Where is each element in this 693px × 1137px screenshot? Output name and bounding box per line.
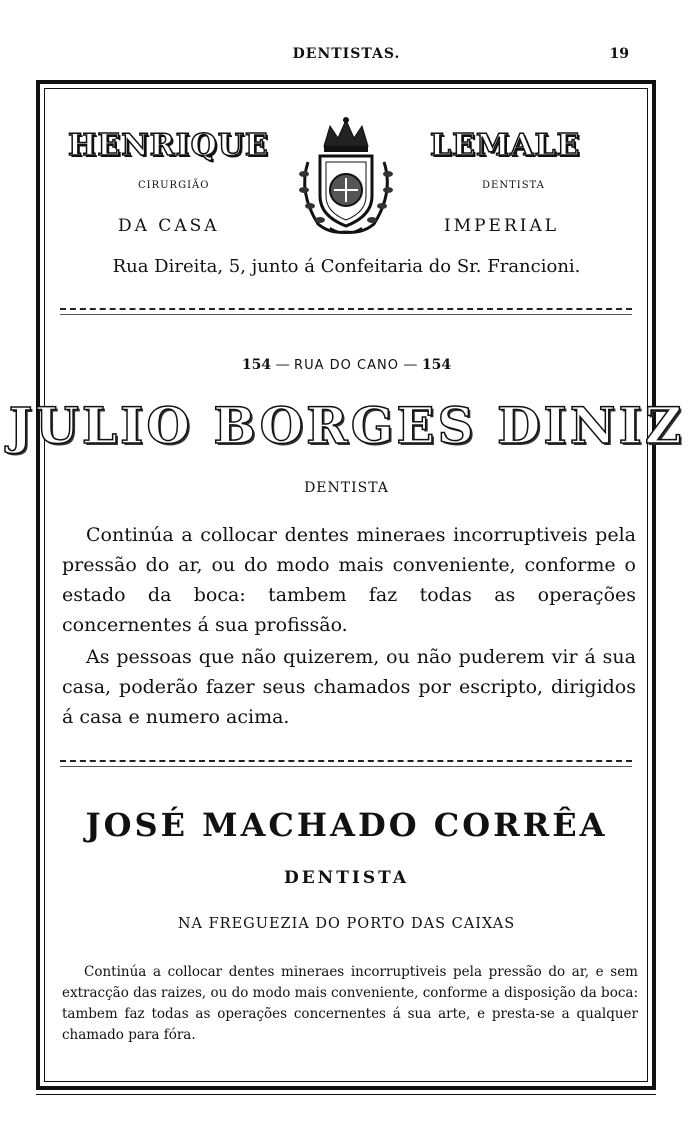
page-number: 19 — [609, 46, 629, 62]
ad1-role-right: DENTISTA — [482, 180, 545, 191]
ad2-paragraph-2: As pessoas que não quizerem, ou não puderem vir á sua casa, poderão fazer seus chamados por escripto, dirigidos á casa e numero acima. — [62, 646, 636, 728]
imperial-crest-icon — [290, 112, 402, 240]
ad3-name: JOSÉ MACHADO CORRÊA — [85, 806, 608, 844]
ad1-casa-right: IMPERIAL — [444, 216, 560, 236]
ad1-address: Rua Direita, 5, junto á Confeitaria do Sr. Francioni. — [112, 256, 581, 277]
ad2-dash-right: — — [398, 357, 422, 373]
separator-rule — [60, 760, 632, 767]
ad2-role: DENTISTA — [304, 480, 389, 496]
ad2-name: JULIO BORGES DINIZ — [8, 396, 685, 455]
ad3-place: NA FREGUEZIA DO PORTO DAS CAIXAS — [177, 916, 516, 932]
bottom-rule — [36, 1094, 656, 1095]
ad1-name-left: HENRIQUE — [68, 128, 269, 163]
page-header — [0, 46, 693, 70]
running-title: DENTISTAS. — [292, 46, 401, 62]
ad2-street: RUA DO CANO — [294, 358, 399, 373]
separator-rule — [60, 308, 632, 315]
ad2-dash-left: — — [271, 357, 295, 373]
ad3-paragraph: Continúa a collocar dentes mineraes incorruptiveis pela pressão do ar, e sem extracção das raizes, ou do modo mais conveniente, conforme a disposição da boca: tambem faz todas as operações concernentes á sua arte, e presta-se a qualquer chamado para fóra. — [62, 964, 638, 1043]
ad2-address — [0, 357, 693, 373]
ad1-casa-left: DA CASA — [118, 216, 220, 236]
ad2-street-number-left: 154 — [241, 357, 272, 373]
ad1-name-right: LEMALE — [430, 128, 581, 163]
ad1-role-left: CIRURGIÃO — [138, 180, 210, 191]
ad2-paragraph-1: Continúa a collocar dentes mineraes incorruptiveis pela pressão do ar, ou do modo mais conveniente, conforme o estado da boca: tambem faz todas as operações concernentes á sua profissão. — [62, 524, 636, 636]
ad2-street-number-right: 154 — [421, 357, 452, 373]
ad3-role: DENTISTA — [283, 868, 410, 888]
